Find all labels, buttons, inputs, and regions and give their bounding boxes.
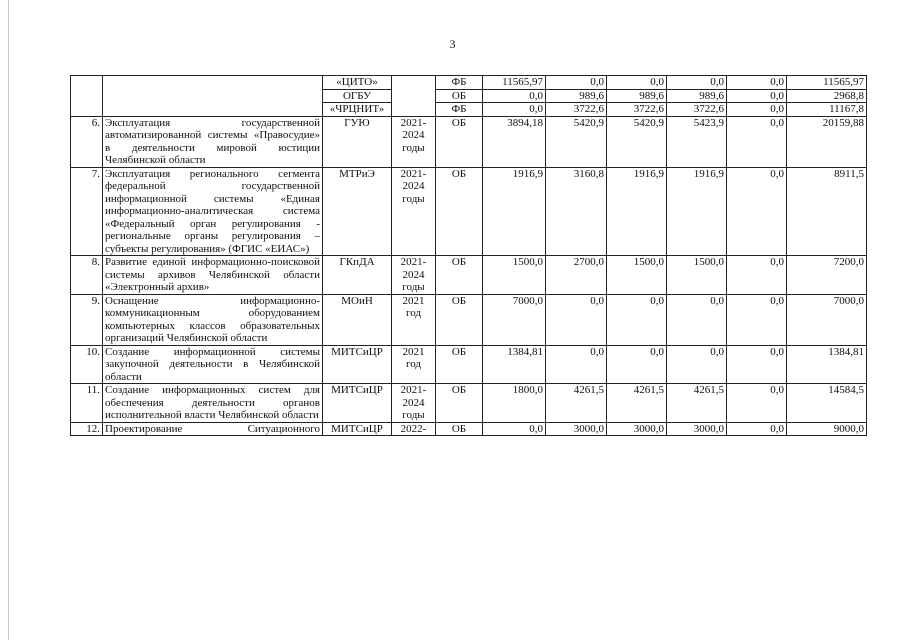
- measure-name: Эксплуатация государственной автоматизированной системы «Правосудие» в деятельности мировой юстиции Челябинской области: [103, 116, 323, 167]
- row-index: 6.: [71, 116, 103, 167]
- value-cell: 0,0: [546, 345, 607, 384]
- value-cell: 3160,8: [546, 167, 607, 256]
- value-cell: 0,0: [483, 89, 546, 103]
- value-cell: 0,0: [727, 256, 787, 295]
- measure-name: Оснащение информационно-коммуникационным оборудованием компьютерных классов образовательных организаций Челябинской области: [103, 294, 323, 345]
- table-row: [71, 116, 867, 167]
- value-cell: 1800,0: [483, 384, 546, 423]
- measure-name: Создание информационных систем для обеспечения деятельности органов исполнительной власти Челябинской области: [103, 384, 323, 423]
- value-cell: 0,0: [727, 116, 787, 167]
- value-cell: 7000,0: [483, 294, 546, 345]
- table-row: [71, 167, 867, 256]
- row-index: 10.: [71, 345, 103, 384]
- source-cell: ОБ: [436, 256, 483, 295]
- value-cell: 0,0: [727, 167, 787, 256]
- value-cell: 20159,88: [787, 116, 867, 167]
- value-cell: 4261,5: [546, 384, 607, 423]
- source-cell: ОБ: [436, 167, 483, 256]
- value-cell: 5420,9: [607, 116, 667, 167]
- value-cell: 0,0: [727, 76, 787, 90]
- value-cell: 989,6: [667, 89, 727, 103]
- row-index: 11.: [71, 384, 103, 423]
- period-cell: 2021-2024 годы: [392, 256, 436, 295]
- value-cell: 0,0: [727, 422, 787, 436]
- name-cell-empty: [103, 76, 323, 117]
- value-cell: 11565,97: [483, 76, 546, 90]
- row-index: 7.: [71, 167, 103, 256]
- period-cell-empty: [392, 76, 436, 117]
- value-cell: 0,0: [727, 89, 787, 103]
- source-cell: ОБ: [436, 384, 483, 423]
- program-table: [70, 75, 867, 436]
- value-cell: 0,0: [607, 76, 667, 90]
- value-cell: 1916,9: [667, 167, 727, 256]
- value-cell: 0,0: [667, 76, 727, 90]
- value-cell: 5423,9: [667, 116, 727, 167]
- value-cell: 1916,9: [483, 167, 546, 256]
- value-cell: 7000,0: [787, 294, 867, 345]
- value-cell: 0,0: [607, 294, 667, 345]
- value-cell: 1500,0: [607, 256, 667, 295]
- table-row: [71, 384, 867, 423]
- value-cell: 4261,5: [607, 384, 667, 423]
- value-cell: 11167,8: [787, 103, 867, 117]
- executor-cell: ГКпДА: [323, 256, 392, 295]
- executor-cell: «ЦИТО»: [323, 76, 392, 90]
- value-cell: 3894,18: [483, 116, 546, 167]
- value-cell: 0,0: [727, 345, 787, 384]
- value-cell: 3000,0: [607, 422, 667, 436]
- table-row: [71, 256, 867, 295]
- table-row: [71, 294, 867, 345]
- value-cell: 0,0: [546, 294, 607, 345]
- value-cell: 3722,6: [667, 103, 727, 117]
- executor-cell: ОГБУ: [323, 89, 392, 103]
- period-cell: 2021 год: [392, 294, 436, 345]
- value-cell: 1384,81: [483, 345, 546, 384]
- table-row: [71, 345, 867, 384]
- source-cell: ФБ: [436, 103, 483, 117]
- value-cell: 3722,6: [546, 103, 607, 117]
- value-cell: 0,0: [667, 294, 727, 345]
- value-cell: 3000,0: [546, 422, 607, 436]
- measure-name: Проектирование Ситуационного: [103, 422, 323, 436]
- index-cell-empty: [71, 76, 103, 117]
- row-index: 9.: [71, 294, 103, 345]
- value-cell: 7200,0: [787, 256, 867, 295]
- source-cell: ОБ: [436, 422, 483, 436]
- executor-cell: МИТСиЦР: [323, 422, 392, 436]
- value-cell: 989,6: [546, 89, 607, 103]
- source-cell: ОБ: [436, 116, 483, 167]
- row-index: 12.: [71, 422, 103, 436]
- value-cell: 1500,0: [483, 256, 546, 295]
- source-cell: ОБ: [436, 89, 483, 103]
- value-cell: 0,0: [727, 384, 787, 423]
- value-cell: 0,0: [483, 103, 546, 117]
- value-cell: 1916,9: [607, 167, 667, 256]
- value-cell: 2968,8: [787, 89, 867, 103]
- value-cell: 2700,0: [546, 256, 607, 295]
- executor-cell: ГУЮ: [323, 116, 392, 167]
- value-cell: 3722,6: [607, 103, 667, 117]
- executor-cell: МИТСиЦР: [323, 384, 392, 423]
- executor-cell: МОиН: [323, 294, 392, 345]
- value-cell: 0,0: [727, 103, 787, 117]
- value-cell: 1500,0: [667, 256, 727, 295]
- value-cell: 8911,5: [787, 167, 867, 256]
- source-cell: ОБ: [436, 294, 483, 345]
- value-cell: 14584,5: [787, 384, 867, 423]
- value-cell: 0,0: [727, 294, 787, 345]
- period-cell: 2021-2024 годы: [392, 116, 436, 167]
- executor-cell: МИТСиЦР: [323, 345, 392, 384]
- measure-name: Создание информационной системы закупочной деятельности в Челябинской области: [103, 345, 323, 384]
- source-cell: ФБ: [436, 76, 483, 90]
- row-index: 8.: [71, 256, 103, 295]
- value-cell: 0,0: [607, 345, 667, 384]
- value-cell: 4261,5: [667, 384, 727, 423]
- period-cell: 2021 год: [392, 345, 436, 384]
- measure-name: Эксплуатация регионального сегмента федеральной государственной информационной системы «Единая информационно-аналитическая система «Федеральный орган регулирования - региональные органы регулирования – субъекты регулирования» (ФГИС «ЕИАС»): [103, 167, 323, 256]
- measure-name: Развитие единой информационно-поисковой системы архивов Челябинской области «Электронный архив»: [103, 256, 323, 295]
- table-row: [71, 76, 867, 90]
- value-cell: 989,6: [607, 89, 667, 103]
- value-cell: 3000,0: [667, 422, 727, 436]
- table-body: [71, 76, 867, 436]
- table-row: [71, 422, 867, 436]
- scan-edge: [8, 0, 9, 640]
- period-cell: 2022-: [392, 422, 436, 436]
- value-cell: 11565,97: [787, 76, 867, 90]
- value-cell: 0,0: [667, 345, 727, 384]
- source-cell: ОБ: [436, 345, 483, 384]
- page-number: 3: [449, 37, 456, 51]
- value-cell: 5420,9: [546, 116, 607, 167]
- value-cell: 0,0: [483, 422, 546, 436]
- value-cell: 1384,81: [787, 345, 867, 384]
- period-cell: 2021-2024 годы: [392, 384, 436, 423]
- executor-cell: «ЧРЦНИТ»: [323, 103, 392, 117]
- period-cell: 2021-2024 годы: [392, 167, 436, 256]
- value-cell: 0,0: [546, 76, 607, 90]
- executor-cell: МТРиЭ: [323, 167, 392, 256]
- value-cell: 9000,0: [787, 422, 867, 436]
